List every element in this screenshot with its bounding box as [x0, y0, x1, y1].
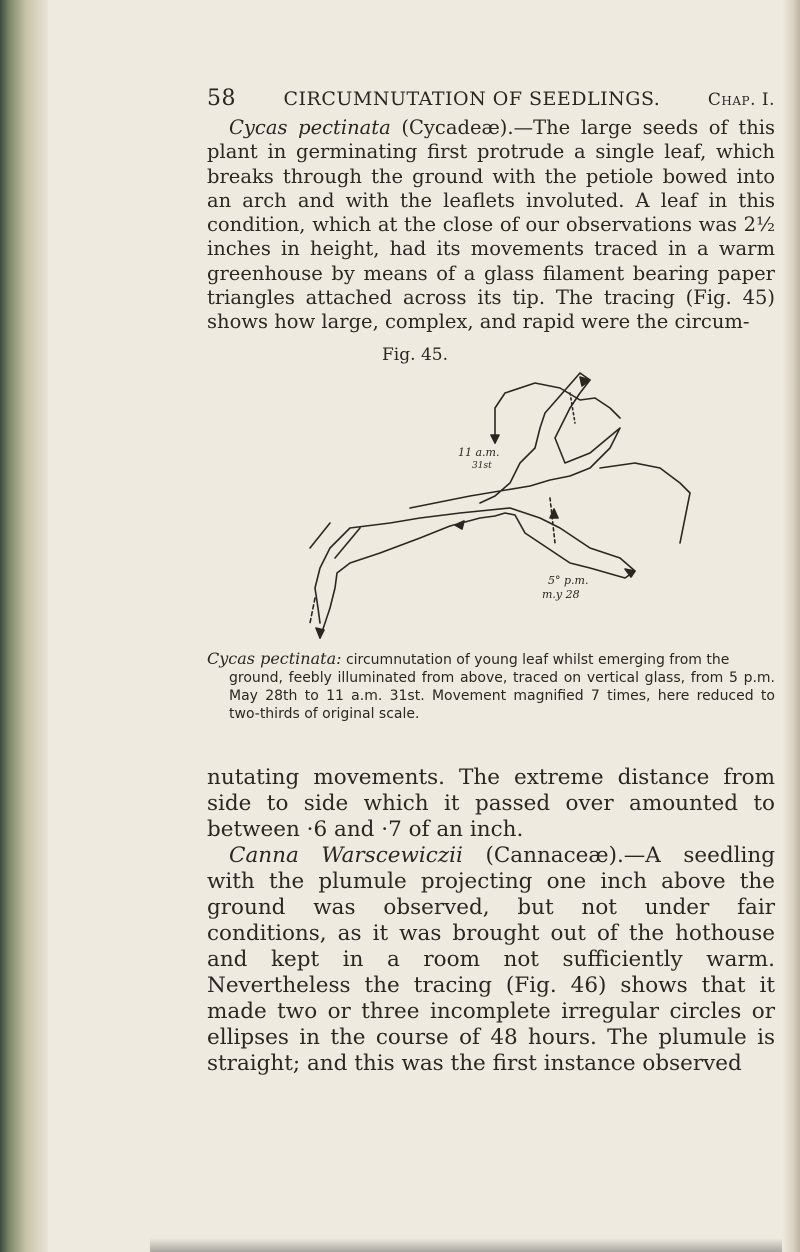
annotation-end-date: m.y 28 [542, 588, 580, 601]
circumnutation-tracing-figure [290, 368, 760, 643]
tracing-path [315, 508, 635, 638]
species-name-canna: Canna Warscewiczii [229, 843, 463, 868]
page-number: 58 [207, 86, 236, 111]
page-right-edge [782, 0, 800, 1252]
caption-body: ground, feebly illuminated from above, traced on vertical glass, from 5 p.m. May 28th to 11 a.m. 31st. Movement magnified 7 times, here reduced to two-thirds of original scale. [229, 670, 775, 722]
annotation-start-time: 11 a.m. [458, 446, 500, 459]
running-head [207, 86, 775, 111]
caption-species: Cycas pectinata: [207, 649, 342, 668]
chapter-label: Chap. I. [707, 90, 775, 110]
species-name-cycas: Cycas pectinata [229, 116, 391, 139]
body-paragraph-continuation [207, 765, 775, 1077]
paragraph-text: (Cycadeæ).—The large seeds of this plant in germinating first protrude a single leaf, which breaks through the ground with the petiole bowed into an arch and with the leaflets involuted. A leaf in this condition, which at the close of our observations was 2½ inches in height, had its movements traced in a warm greenhouse by means of a glass filament bearing paper triangles attached across its tip. The tracing (Fig. 45) shows how large, complex, and rapid were the circum- [207, 116, 775, 334]
figure-caption [207, 650, 775, 723]
tracing-path-upper [410, 373, 620, 508]
body-paragraph-cycas [207, 116, 775, 335]
book-spine-edge [0, 0, 48, 1252]
annotation-start-date: 31st [472, 461, 492, 471]
running-title: CIRCUMNUTATION OF SEEDLINGS. [283, 88, 661, 110]
tracing-path-right [600, 463, 690, 543]
paragraph-continued-text: nutating movements. The extreme distance from side to side which it passed over amounted to between ·6 and ·7 of an inch. [207, 765, 775, 842]
paragraph-canna-text: (Cannaceæ).—A seedling with the plumule projecting one inch above the ground was observed, but not under fair conditions, as it was brought out of the hothouse and kept in a room not sufficiently warm. Nevertheless the tracing (Fig. 46) shows that it made two or three incomplete irregular circles or ellipses in the course of 48 hours. The plumule is straight; and this was the first instance observed [207, 843, 775, 1076]
caption-line1: circumnutation of young leaf whilst emerging from the [341, 652, 730, 668]
page-bottom-shadow [150, 1238, 782, 1252]
figure-label: Fig. 45. [382, 345, 448, 365]
annotation-end-time: 5° p.m. [548, 574, 589, 587]
